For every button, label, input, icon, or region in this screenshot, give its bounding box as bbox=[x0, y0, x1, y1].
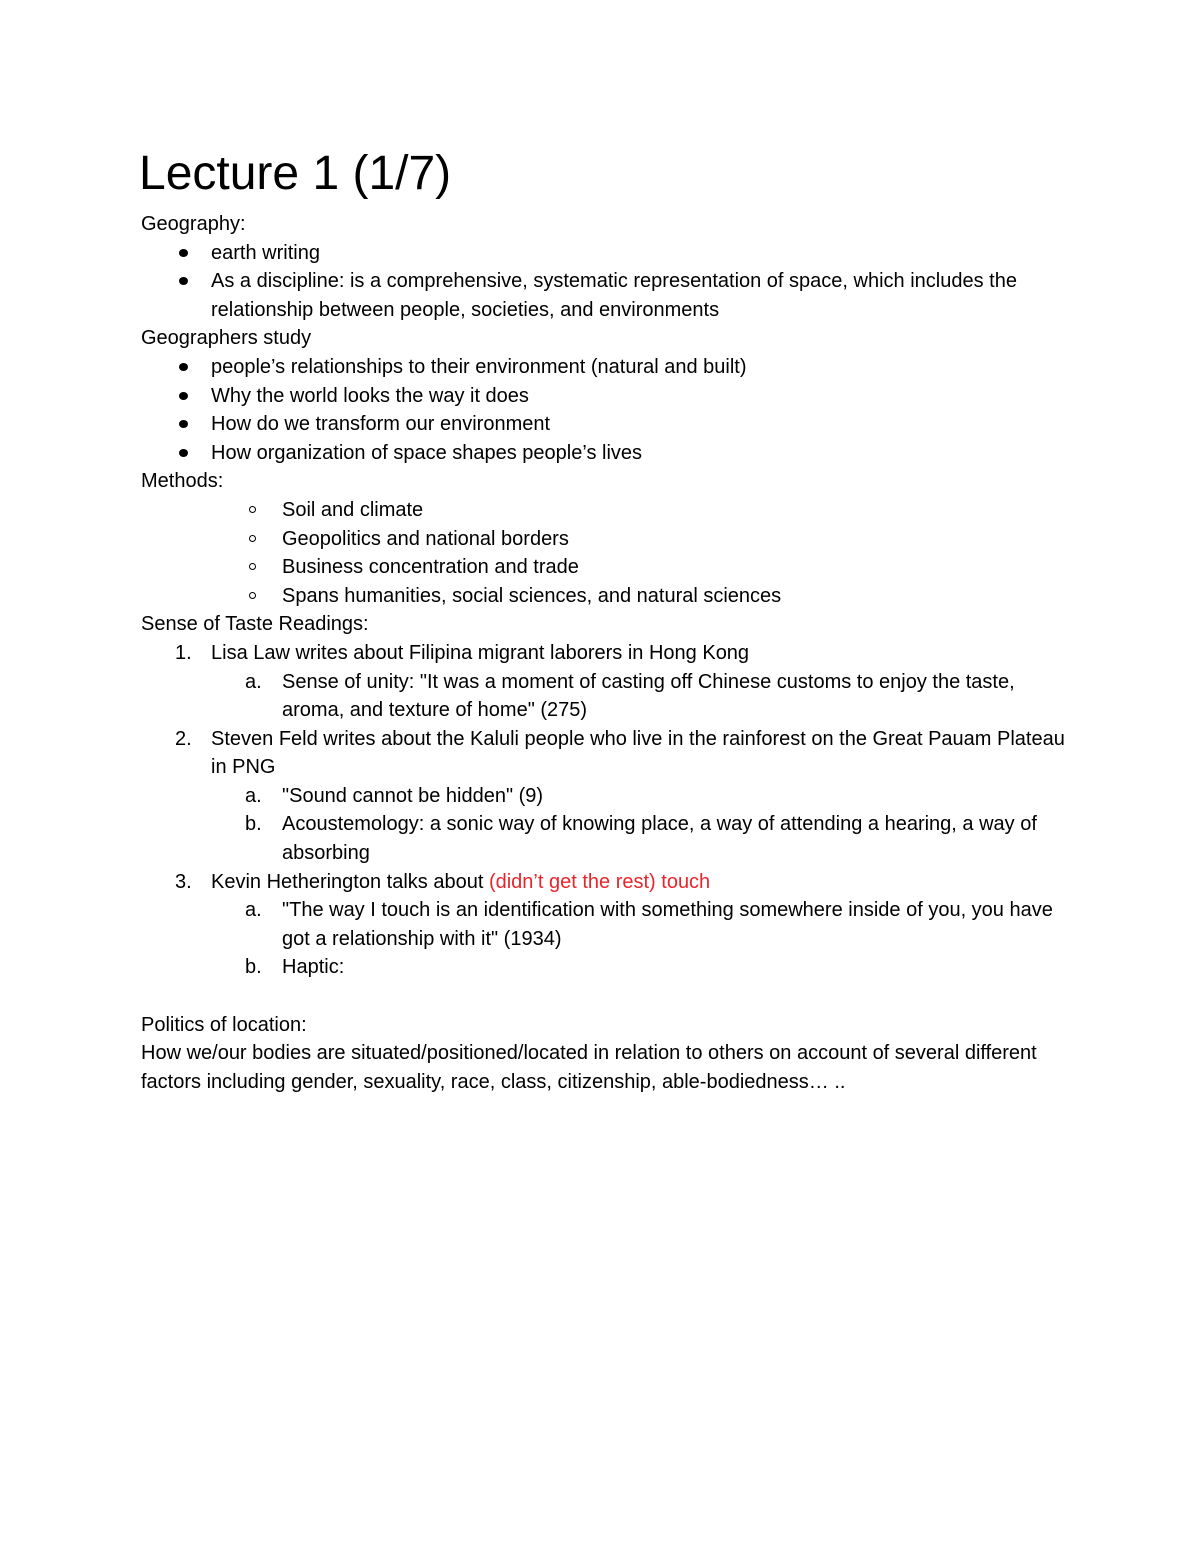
list-item: Geopolitics and national borders bbox=[141, 525, 1071, 554]
list-letter: a. bbox=[245, 784, 262, 807]
document-page bbox=[141, 138, 1071, 1096]
politics-body: How we/our bodies are situated/positioned/located in relation to others on account of several different factors including gender, sexuality, race, class, citizenship, able-bodiedness… .. bbox=[141, 1042, 1037, 1093]
list-number: 1. bbox=[175, 641, 192, 664]
readings-heading: Sense of Taste Readings: bbox=[141, 613, 369, 636]
bullet-disc-icon bbox=[179, 449, 188, 457]
red-annotation: (didn’t get the rest) touch bbox=[488, 870, 711, 893]
reading-item: 3. Kevin Hetherington talks about (didn’t get the rest) touch bbox=[141, 868, 1071, 897]
politics-heading: Politics of location: bbox=[141, 1013, 307, 1036]
reading-subitem: a. "Sound cannot be hidden" (9) bbox=[141, 782, 1071, 811]
bullet-disc-icon bbox=[179, 392, 188, 400]
readings-list bbox=[141, 639, 1071, 982]
bullet-disc-icon bbox=[179, 420, 188, 428]
bullet-disc-icon bbox=[179, 249, 188, 257]
list-item: How do we transform our environment bbox=[141, 410, 1071, 439]
geography-list bbox=[141, 239, 1071, 325]
reading-item: 2. Steven Feld writes about the Kaluli people who live in the rainforest on the Great Pauam Plateau in PNG bbox=[141, 725, 1071, 782]
list-number: 3. bbox=[175, 870, 192, 893]
page-title: Lecture 1 (1/7) bbox=[139, 147, 452, 200]
bullet-circle-icon bbox=[249, 506, 256, 513]
bullet-disc-icon bbox=[179, 277, 188, 285]
list-item: Spans humanities, social sciences, and natural sciences bbox=[141, 582, 1071, 611]
reading-subitem: b. Acoustemology: a sonic way of knowing place, a way of attending a hearing, a way of absorbing bbox=[141, 810, 1071, 867]
reading-item: 1. Lisa Law writes about Filipina migrant laborers in Hong Kong bbox=[141, 639, 1071, 668]
list-letter: a. bbox=[245, 670, 262, 693]
list-letter: a. bbox=[245, 899, 262, 922]
list-item: As a discipline: is a comprehensive, systematic representation of space, which includes the relationship between people, societies, and environments bbox=[141, 267, 1071, 324]
list-number: 2. bbox=[175, 727, 192, 750]
list-item: people’s relationships to their environment (natural and built) bbox=[141, 353, 1071, 382]
methods-heading: Methods: bbox=[141, 470, 224, 493]
geographers-heading: Geographers study bbox=[141, 327, 312, 350]
reading-subitem: b. Haptic: bbox=[141, 953, 1071, 982]
list-item: Soil and climate bbox=[141, 496, 1071, 525]
geographers-list bbox=[141, 353, 1071, 467]
bullet-circle-icon bbox=[249, 563, 256, 570]
list-item: earth writing bbox=[141, 239, 1071, 268]
list-item: Business concentration and trade bbox=[141, 553, 1071, 582]
list-item: How organization of space shapes people’s lives bbox=[141, 439, 1071, 468]
list-letter: b. bbox=[245, 813, 262, 836]
list-item: Why the world looks the way it does bbox=[141, 382, 1071, 411]
bullet-circle-icon bbox=[249, 592, 256, 599]
bullet-circle-icon bbox=[249, 535, 256, 542]
blank-line bbox=[141, 982, 1071, 1011]
reading-subitem: a. Sense of unity: "It was a moment of casting off Chinese customs to enjoy the taste, aroma, and texture of home" (275) bbox=[141, 668, 1071, 725]
reading-subitem: a. "The way I touch is an identification with something somewhere inside of you, you have got a relationship with it" (1934) bbox=[141, 896, 1071, 953]
bullet-disc-icon bbox=[179, 363, 188, 371]
geography-heading: Geography: bbox=[141, 213, 246, 235]
list-letter: b. bbox=[245, 956, 262, 979]
methods-list bbox=[141, 496, 1071, 610]
